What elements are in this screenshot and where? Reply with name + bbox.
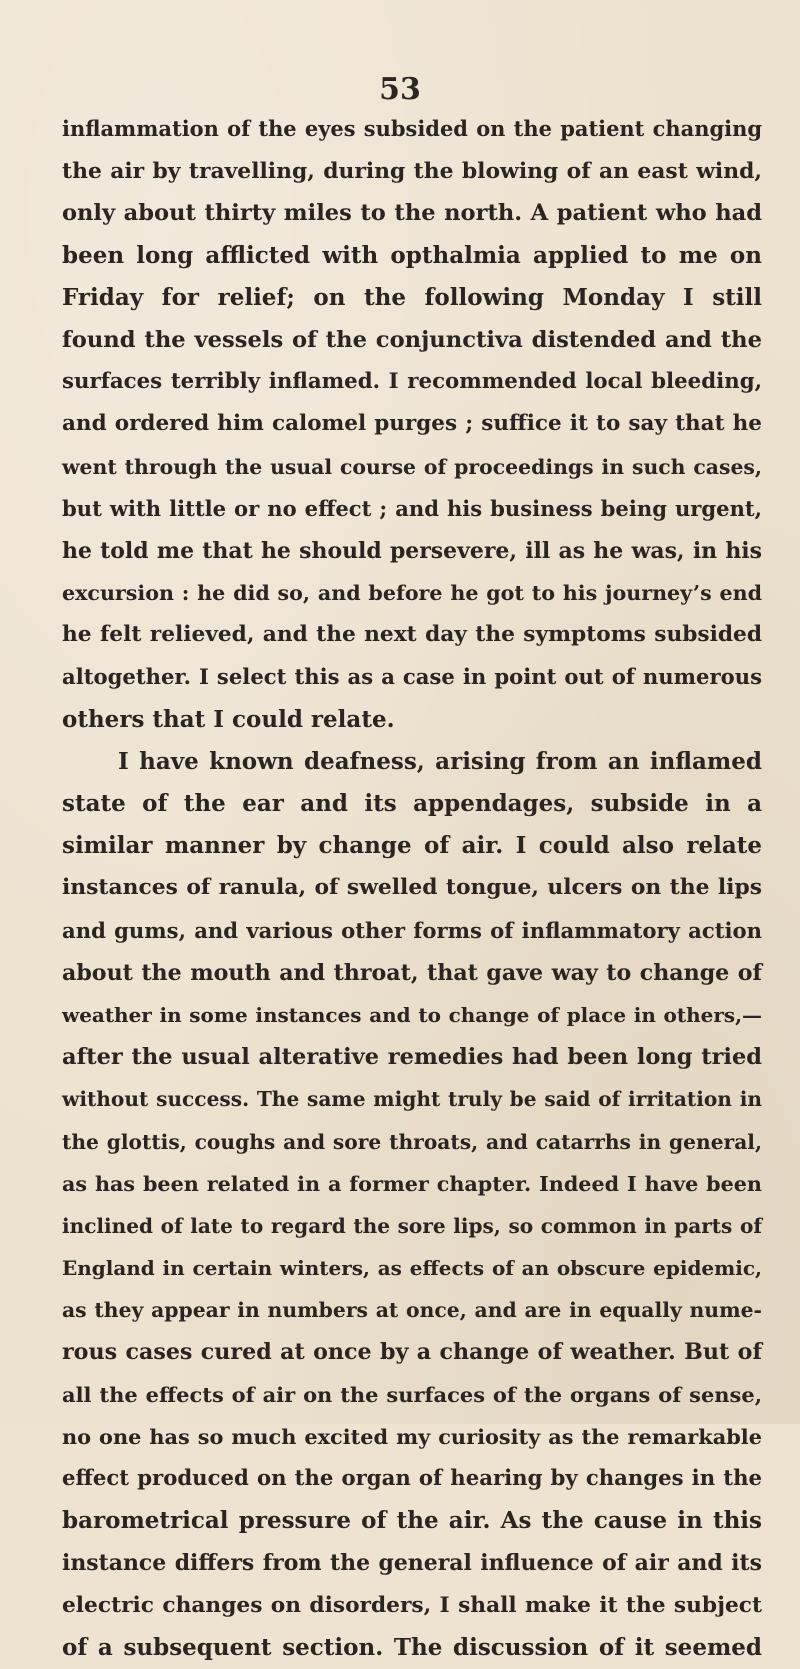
text-line: went through the usual course of proceedings in such cases, [62,454,762,479]
text-line: without success. The same might truly be said of irritation in [62,1087,762,1112]
text-line: and gums, and various other forms of inflammatory action [62,917,762,943]
text-line: the glottis, coughs and sore throats, and catarrhs in general, [62,1129,762,1154]
text-line: and ordered him calomel purges ; suffice it to say that he [62,411,762,437]
text-line: only about thirty miles to the north. A patient who had [62,200,762,227]
page-number: 53 [379,72,421,107]
text-line: similar manner by change of air. I could also relate [62,832,762,860]
text-line: excursion : he did so, and before he got to his journey’s end [62,581,762,606]
text-line: the air by travelling, during the blowing of an east wind, [62,158,762,185]
text-line: as they appear in numbers at once, and are in equally nume- [62,1298,762,1323]
text-line: Friday for relief; on the following Monday I still [62,283,762,311]
text-line: he told me that he should persevere, ill as he was, in his [62,537,762,564]
body-text [62,108,762,1669]
text-line: surfaces terribly inflamed. I recommended local bleeding, [62,369,762,395]
text-line: barometrical pressure of the air. As the cause in this [62,1507,762,1535]
text-line: no one has so much excited my curiosity as the remarkable [62,1423,762,1449]
text-line: altogether. I select this as a case in point out of numerous [62,664,762,690]
text-line: inclined of late to regard the sore lips, so common in parts of [62,1213,762,1238]
text-line: he felt relieved, and the next day the symptoms subsided [62,622,762,648]
text-line: rous cases cured at once by a change of weather. But of [62,1339,762,1366]
text-line: electric changes on disorders, I shall make it the subject [62,1592,762,1618]
text-line: but with little or no effect ; and his business being urgent, [62,495,762,521]
text-line: weather in some instances and to change of place in others,— [62,1002,762,1027]
paragraph-start-line: I have known deafness, arising from an inflamed [118,747,762,775]
text-line: about the mouth and throat, that gave way to change of [62,959,762,986]
text-line: as has been related in a former chapter. Indeed I have been [62,1171,762,1196]
text-line: England in certain winters, as effects of an obscure epidemic, [62,1256,762,1281]
text-line: instances of ranula, of swelled tongue, ulcers on the lips [62,875,762,901]
text-line: inflammation of the eyes subsided on the patient changing [62,116,762,141]
text-line: effect produced on the organ of hearing by changes in the [62,1466,762,1491]
text-line: after the usual alterative remedies had been long tried [62,1044,762,1071]
text-line: instance differs from the general influence of air and its [62,1550,762,1577]
text-line: of a subsequent section. The discussion of it seemed [62,1633,762,1661]
text-line: state of the ear and its appendages, subside in a [62,790,762,817]
text-line: all the effects of air on the surfaces of the organs of sense, [62,1381,762,1407]
paragraph-end-line: others that I could relate. [62,705,395,733]
text-line: found the vessels of the conjunctiva distended and the [62,326,762,353]
text-line: been long afflicted with opthalmia applied to me on [62,241,762,269]
